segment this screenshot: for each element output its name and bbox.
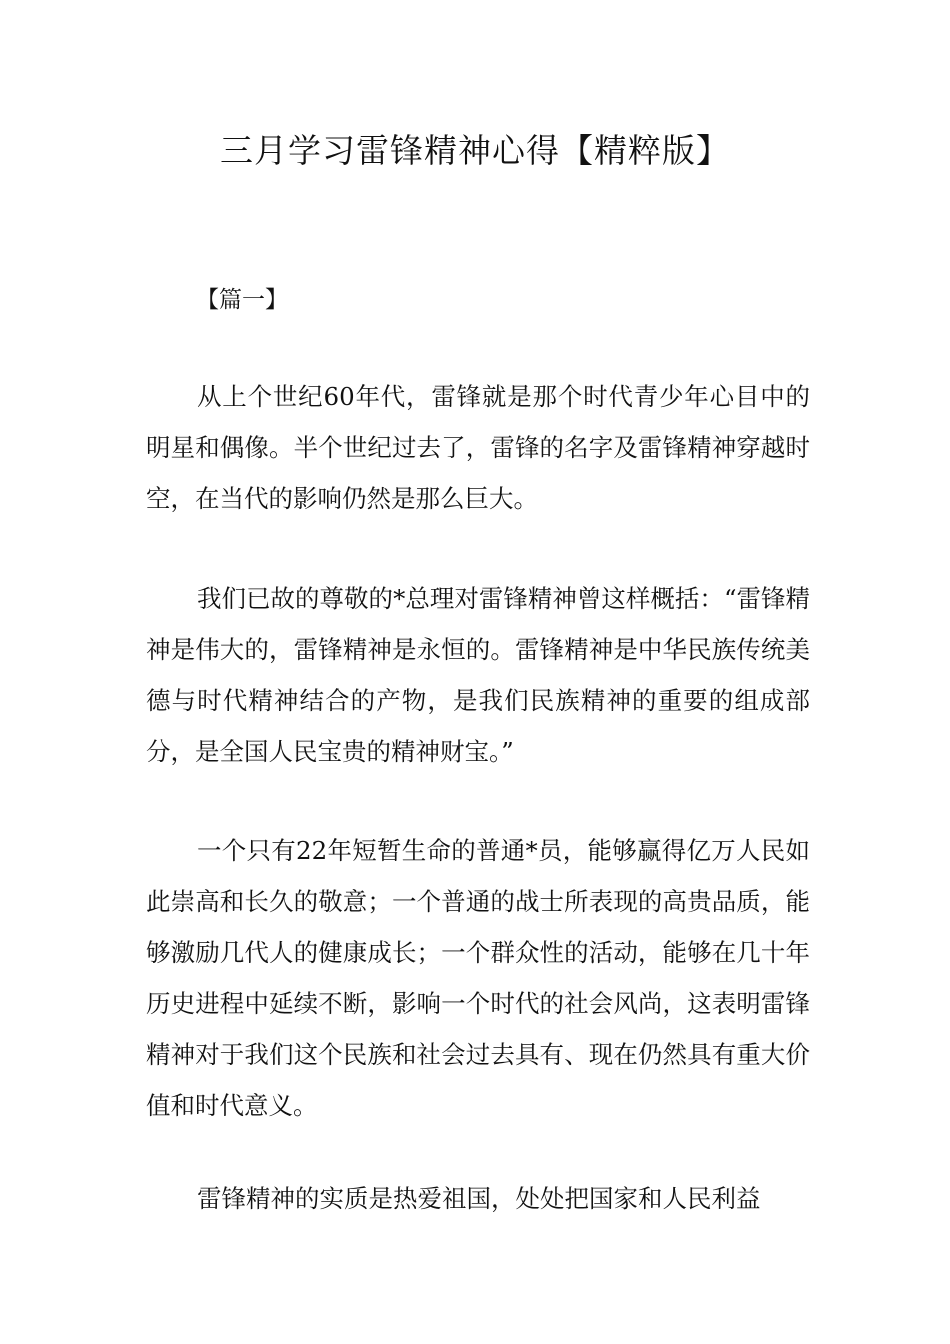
paragraph-3: 一个只有22年短暂生命的普通*员，能够赢得亿万人民如此崇高和长久的敬意；一个普通的战士所表现的高贵品质，能够激励几代人的健康成长；一个群众性的活动，能够在几十年历史进程中延续不断，影响一个时代的社会风尚，这表明雷锋精神对于我们这个民族和社会过去具有、现在仍然具有重大价值和时代意义。: [146, 836, 810, 1120]
document-title: 三月学习雷锋精神心得【精粹版】: [220, 131, 730, 170]
paragraph-2: 我们已故的尊敬的*总理对雷锋精神曾这样概括：“雷锋精神是伟大的，雷锋精神是永恒的。雷锋精神是中华民族传统美德与时代精神结合的产物，是我们民族精神的重要的组成部分，是全国人民宝贵的精神财宝。”: [146, 584, 810, 766]
section-label: 【篇一】: [196, 287, 288, 313]
paragraph-1: 从上个世纪60年代，雷锋就是那个时代青少年心目中的明星和偶像。半个世纪过去了，雷锋的名字及雷锋精神穿越时空，在当代的影响仍然是那么巨大。: [146, 382, 810, 513]
paragraph-4: 雷锋精神的实质是热爱祖国，处处把国家和人民利益: [197, 1184, 761, 1213]
